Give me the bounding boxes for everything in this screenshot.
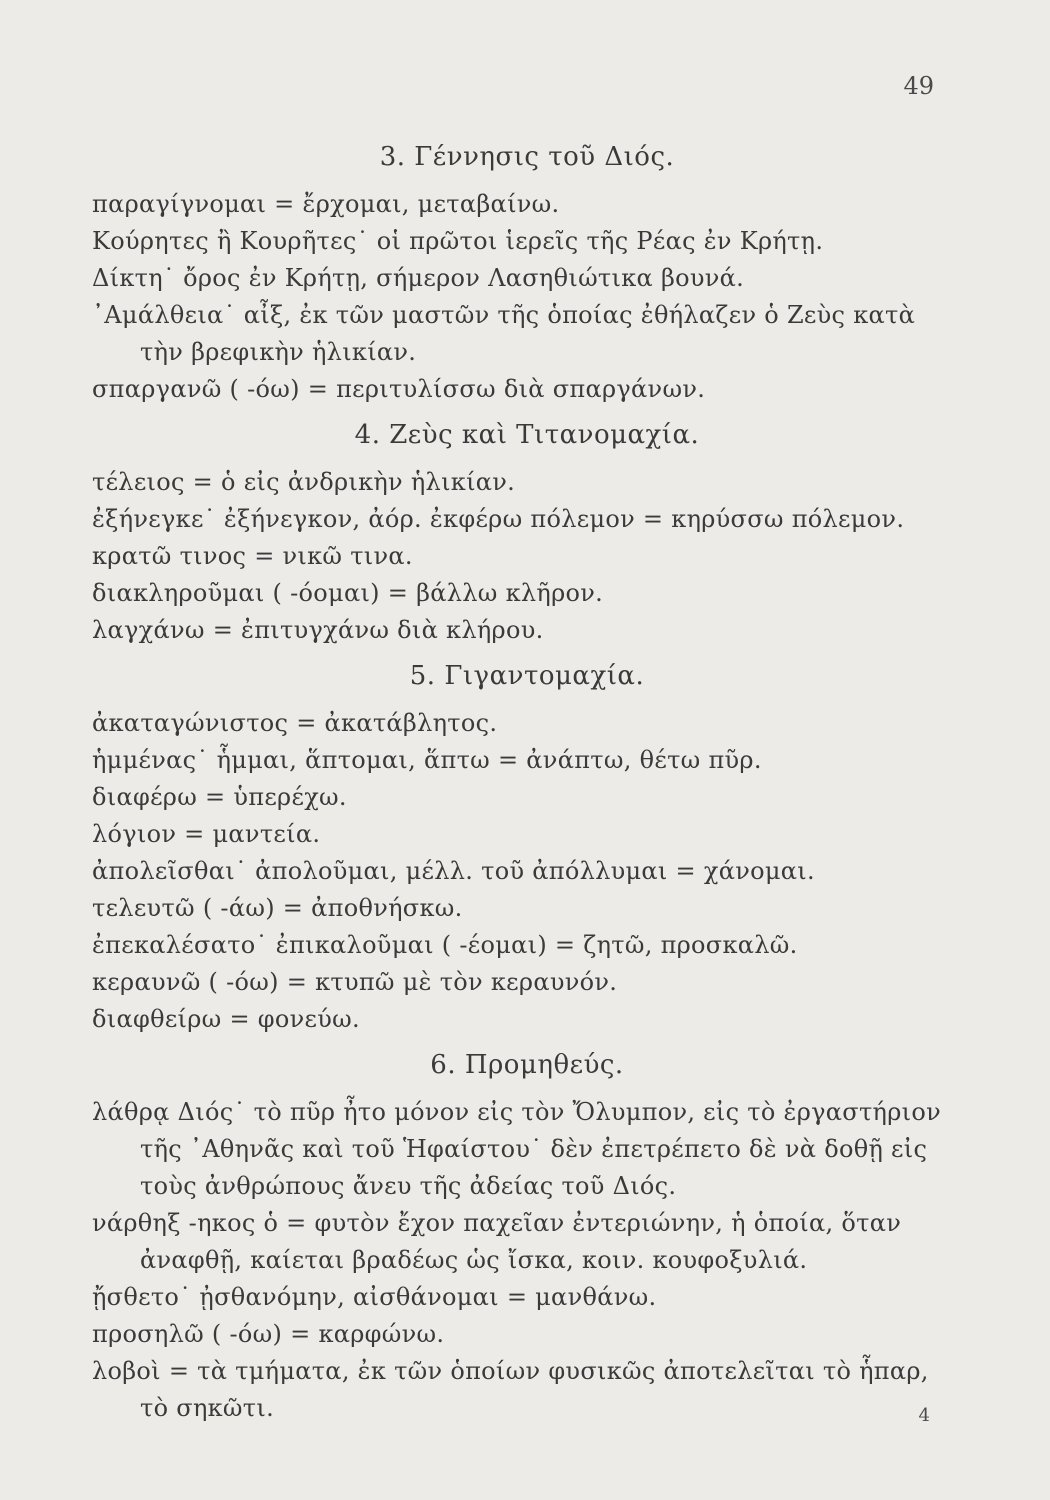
glossary-entry: λάθρᾳ Διός˙ τὸ πῦρ ἦτο μόνον εἰς τὸν Ὄλυμπον, εἰς τὸ ἐργαστήριον τῆς ᾿Αθηνᾶς καὶ τοῦ Ἡφαίστου˙ δὲν ἐπετρέπετο δὲ νὰ δοθῇ εἰς τοὺς ἀνθρώπους ἄνευ τῆς ἀδείας τοῦ Διός.	[92, 1098, 941, 1200]
section-heading: 5. Γιγαντομαχία.	[409, 661, 645, 691]
glossary-entry: τέλειος = ὁ εἰς ἀνδρικὴν ἡλικίαν.	[92, 468, 516, 496]
glossary-entry: Κούρητες ἢ Κουρῆτες˙ οἱ πρῶτοι ἱερεῖς τῆς Ρέας ἐν Κρήτῃ.	[92, 227, 824, 255]
glossary-entry: ἀκαταγώνιστος = ἀκατάβλητος.	[92, 709, 498, 737]
glossary-entry: ᾿Αμάλθεια˙ αἶξ, ἐκ τῶν μαστῶν τῆς ὁποίας ἐθήλαζεν ὁ Ζεὺς κατὰ τὴν βρεφικὴν ἡλικίαν.	[92, 301, 916, 366]
glossary-entry: λόγιον = μαντεία.	[92, 820, 321, 848]
signature-mark: 4	[918, 1405, 930, 1426]
section-gigantomachy	[92, 659, 962, 1038]
glossary-entry: ἐξήνεγκε˙ ἐξήνεγκον, ἀόρ. ἐκφέρω πόλεμον = κηρύσσω πόλεμον.	[92, 505, 905, 533]
glossary-entry: τελευτῶ ( -άω) = ἀποθνήσκω.	[92, 894, 463, 922]
section-heading: 6. Προμηθεύς.	[430, 1050, 624, 1080]
glossary-entry: ᾔσθετο˙ ᾐσθανόμην, αἰσθάνομαι = μανθάνω.	[92, 1283, 657, 1311]
glossary-entry: κεραυνῶ ( -όω) = κτυπῶ μὲ τὸν κεραυνόν.	[92, 968, 618, 996]
glossary-entry: παραγίγνομαι = ἔρχομαι, μεταβαίνω.	[92, 190, 560, 218]
glossary-entry: ἀπολεῖσθαι˙ ἀπολοῦμαι, μέλλ. τοῦ ἀπόλλυμαι = χάνομαι.	[92, 857, 815, 885]
section-prometheus	[92, 1048, 962, 1427]
glossary-entry: διαφέρω = ὑπερέχω.	[92, 783, 347, 811]
glossary-entry: λαγχάνω = ἐπιτυγχάνω διὰ κλήρου.	[92, 616, 544, 644]
page-number: 49	[903, 72, 934, 100]
glossary-content	[92, 140, 962, 1437]
glossary-entry: λοβοὶ = τὰ τμήματα, ἐκ τῶν ὁποίων φυσικῶς ἀποτελεῖται τὸ ἧπαρ, τὸ σηκῶτι.	[92, 1357, 929, 1422]
glossary-entry: ἡμμένας˙ ἧμμαι, ἅπτομαι, ἅπτω = ἀνάπτω, θέτω πῦρ.	[92, 746, 762, 774]
glossary-entry: σπαργανῶ ( -όω) = περιτυλίσσω διὰ σπαργάνων.	[92, 375, 706, 403]
glossary-entry: κρατῶ τινος = νικῶ τινα.	[92, 542, 413, 570]
glossary-entry: προσηλῶ ( -όω) = καρφώνω.	[92, 1320, 445, 1348]
glossary-entry: νάρθηξ -ηκος ὁ = φυτὸν ἔχον παχεῖαν ἐντεριώνην, ἡ ὁποία, ὅταν ἀναφθῇ, καίεται βραδέως ὡς ἴσκα, κοιν. κουφοξυλιά.	[92, 1209, 902, 1274]
section-heading: 3. Γέννησις τοῦ Διός.	[379, 142, 675, 172]
glossary-entry: διακληροῦμαι ( -όομαι) = βάλλω κλῆρον.	[92, 579, 604, 607]
section-birth-of-zeus	[92, 140, 962, 408]
section-titanomachy	[92, 418, 962, 649]
glossary-entry: διαφθείρω = φονεύω.	[92, 1005, 360, 1033]
section-heading: 4. Ζεὺς καὶ Τιτανομαχία.	[354, 420, 700, 450]
glossary-entry: ἐπεκαλέσατο˙ ἐπικαλοῦμαι ( -έομαι) = ζητῶ, προσκαλῶ.	[92, 931, 798, 959]
glossary-entry: Δίκτη˙ ὄρος ἐν Κρήτῃ, σήμερον Λασηθιώτικα βουνά.	[92, 264, 745, 292]
